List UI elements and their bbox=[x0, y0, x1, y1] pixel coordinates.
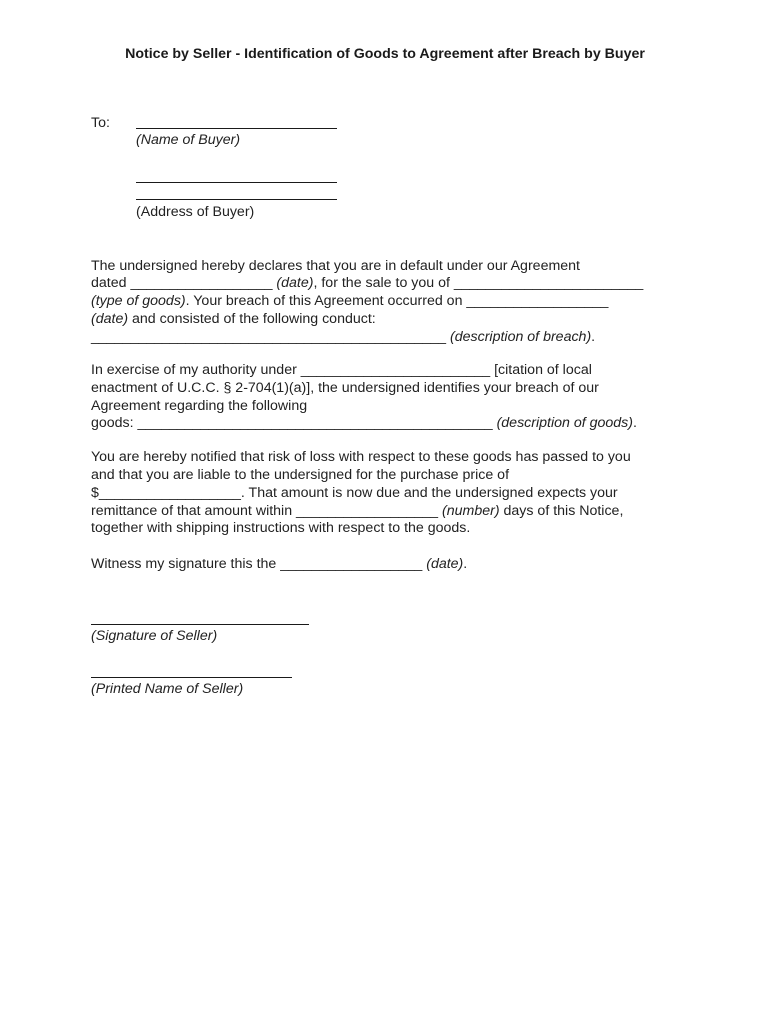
text-run-italic: (date) bbox=[91, 311, 129, 327]
paragraph-line: and that you are liable to the undersigned for the purchase price of bbox=[91, 467, 510, 483]
signature-line bbox=[91, 624, 309, 625]
buyer-address-caption: (Address of Buyer) bbox=[136, 204, 255, 220]
paragraph-line bbox=[91, 292, 608, 310]
text-run-italic: (description of goods) bbox=[496, 415, 633, 431]
paragraph-line: The undersigned hereby declares that you are in default under our Agreement bbox=[91, 258, 580, 274]
text-run-italic: (type of goods) bbox=[91, 293, 186, 309]
paragraph-line bbox=[91, 328, 595, 346]
paragraph-line: $__________________. That amount is now due and the undersigned expects your bbox=[91, 485, 618, 501]
text-run: and consisted of the following conduct: bbox=[128, 311, 376, 327]
buyer-name-line bbox=[136, 128, 337, 129]
text-run: , for the sale to you of ________________________ bbox=[313, 275, 644, 291]
buyer-name-caption: (Name of Buyer) bbox=[136, 132, 241, 148]
signature-caption: (Signature of Seller) bbox=[91, 628, 218, 644]
paragraph-line: In exercise of my authority under ________________________ [citation of local bbox=[91, 362, 592, 378]
text-run: . bbox=[633, 415, 637, 431]
paragraph-line: Agreement regarding the following bbox=[91, 398, 308, 414]
text-run-italic: (date) bbox=[426, 556, 464, 572]
paragraph-line bbox=[91, 414, 637, 432]
printed-name-line bbox=[91, 677, 292, 678]
text-run: . Your breach of this Agreement occurred on __________________ bbox=[185, 293, 609, 309]
text-run: days of this Notice, bbox=[499, 503, 624, 519]
buyer-address-line-1 bbox=[136, 182, 337, 183]
text-run: remittance of that amount within __________________ bbox=[91, 503, 443, 519]
text-run-italic: (description of breach) bbox=[450, 329, 592, 345]
paragraph-line: You are hereby notified that risk of loss with respect to these goods has passed to you bbox=[91, 449, 631, 465]
paragraph-line bbox=[91, 274, 643, 292]
paragraph-line bbox=[91, 502, 623, 520]
text-run: . bbox=[591, 329, 596, 345]
to-label: To: bbox=[91, 115, 110, 131]
printed-name-caption: (Printed Name of Seller) bbox=[91, 681, 244, 697]
paragraph-line bbox=[91, 310, 376, 328]
paragraph-witness bbox=[91, 555, 467, 573]
document-title: Notice by Seller - Identification of Goods to Agreement after Breach by Buyer bbox=[125, 46, 645, 62]
paragraph-line: together with shipping instructions with respect to the goods. bbox=[91, 520, 471, 536]
text-run: _____________________________________________ bbox=[91, 329, 451, 345]
paragraph-line: enactment of U.C.C. § 2-704(1)(a)], the undersigned identifies your breach of our bbox=[91, 380, 599, 396]
text-run: dated __________________ bbox=[91, 275, 277, 291]
text-run-italic: (number) bbox=[442, 503, 500, 519]
buyer-address-line-2 bbox=[136, 199, 337, 200]
text-run: Witness my signature this the __________________ bbox=[91, 556, 427, 572]
text-run: goods: _____________________________________________ bbox=[91, 415, 497, 431]
text-run: . bbox=[463, 556, 468, 572]
text-run-italic: (date) bbox=[276, 275, 314, 291]
